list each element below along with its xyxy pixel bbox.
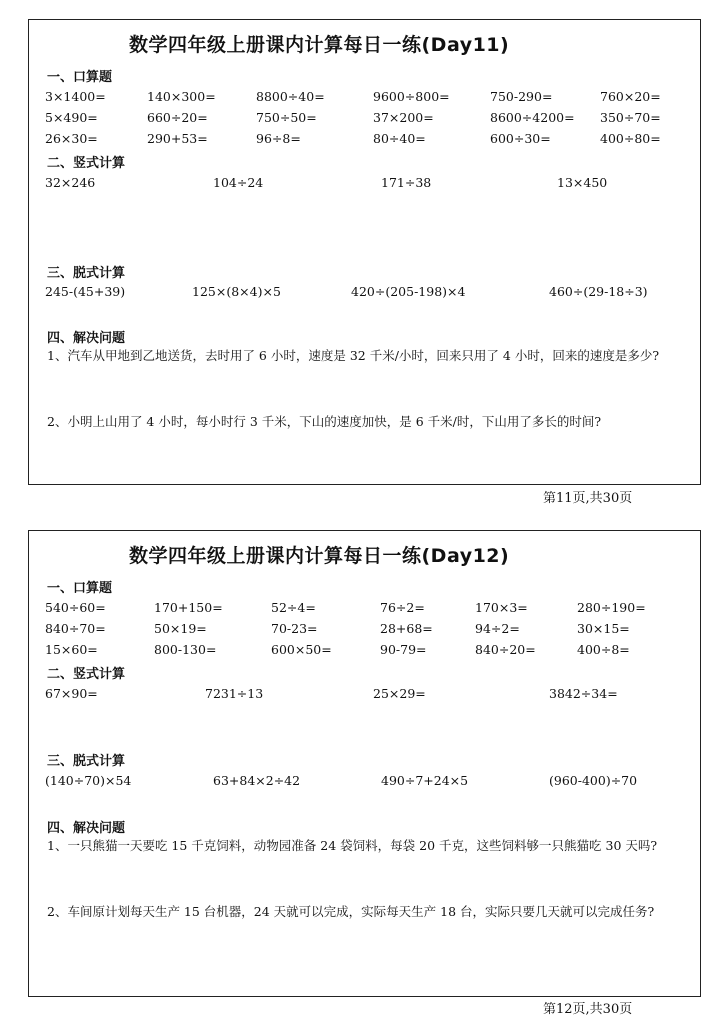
vertical-problem: 3842÷34= bbox=[549, 686, 618, 701]
oral-problem: 30×15= bbox=[577, 621, 630, 636]
oral-problem: 840÷20= bbox=[475, 642, 536, 657]
stepwise-problem: 125×(8×4)×5 bbox=[192, 284, 281, 299]
oral-problem: 140×300= bbox=[147, 89, 216, 104]
oral-problem: 50×19= bbox=[154, 621, 207, 636]
word-problem: 2、车间原计划每天生产 15 台机器，24 天就可以完成，实际每天生产 18 台，实际只要几天就可以完成任务? bbox=[47, 904, 655, 919]
section-stepwise-heading: 三、脱式计算 bbox=[47, 754, 126, 769]
worksheet-day11 bbox=[28, 19, 701, 485]
oral-problem: 660÷20= bbox=[147, 110, 208, 125]
oral-problem: 170×3= bbox=[475, 600, 528, 615]
oral-problem: 9600÷800= bbox=[373, 89, 450, 104]
section-vertical-heading: 二、竖式计算 bbox=[47, 156, 126, 171]
stepwise-problem: 245-(45+39) bbox=[45, 284, 126, 299]
word-problem: 2、小明上山用了 4 小时，每小时行 3 千米，下山的速度加快，是 6 千米/时，下山用了多长的时间? bbox=[47, 414, 602, 429]
oral-problem: 94÷2= bbox=[475, 621, 520, 636]
section-word-problems-heading: 四、解决问题 bbox=[47, 821, 126, 836]
oral-problem: 840÷70= bbox=[45, 621, 106, 636]
section-vertical-heading: 二、竖式计算 bbox=[47, 667, 126, 682]
worksheet-title: 数学四年级上册课内计算每日一练(Day12) bbox=[129, 545, 510, 567]
section-stepwise-heading: 三、脱式计算 bbox=[47, 266, 126, 281]
oral-problem: 37×200= bbox=[373, 110, 434, 125]
vertical-problem: 32×246 bbox=[45, 175, 96, 190]
oral-problem: 80÷40= bbox=[373, 131, 426, 146]
stepwise-problem: 490÷7+24×5 bbox=[381, 773, 469, 788]
word-problem: 1、汽车从甲地到乙地送货，去时用了 6 小时，速度是 32 千米/小时，回来只用了 4 小时，回来的速度是多少? bbox=[47, 348, 660, 363]
vertical-problem: 13×450 bbox=[557, 175, 608, 190]
vertical-problem: 67×90= bbox=[45, 686, 98, 701]
vertical-problem: 171÷38 bbox=[381, 175, 432, 190]
vertical-problem: 104÷24 bbox=[213, 175, 264, 190]
oral-problem: 5×490= bbox=[45, 110, 98, 125]
oral-problem: 540÷60= bbox=[45, 600, 106, 615]
oral-problem: 750÷50= bbox=[256, 110, 317, 125]
oral-problem: 15×60= bbox=[45, 642, 98, 657]
oral-problem: 8800÷40= bbox=[256, 89, 325, 104]
oral-problem: 3×1400= bbox=[45, 89, 106, 104]
oral-problem: 400÷8= bbox=[577, 642, 630, 657]
vertical-problem: 7231÷13 bbox=[205, 686, 264, 701]
stepwise-problem: (960-400)÷70 bbox=[549, 773, 638, 788]
page-footer: 第12页,共30页 bbox=[543, 1002, 633, 1017]
oral-problem: 96÷8= bbox=[256, 131, 301, 146]
stepwise-problem: 460÷(29-18÷3) bbox=[549, 284, 648, 299]
page-footer: 第11页,共30页 bbox=[543, 491, 633, 506]
oral-problem: 760×20= bbox=[600, 89, 661, 104]
oral-problem: 26×30= bbox=[45, 131, 98, 146]
oral-problem: 28+68= bbox=[380, 621, 433, 636]
oral-problem: 90-79= bbox=[380, 642, 427, 657]
section-oral-heading: 一、口算题 bbox=[47, 581, 113, 596]
oral-problem: 8600÷4200= bbox=[490, 110, 575, 125]
worksheet-title: 数学四年级上册课内计算每日一练(Day11) bbox=[129, 34, 510, 56]
section-word-problems-heading: 四、解决问题 bbox=[47, 331, 126, 346]
oral-problem: 750-290= bbox=[490, 89, 553, 104]
oral-problem: 76÷2= bbox=[380, 600, 425, 615]
worksheet-day12 bbox=[28, 530, 701, 997]
oral-problem: 170+150= bbox=[154, 600, 223, 615]
stepwise-problem: 420÷(205-198)×4 bbox=[351, 284, 466, 299]
word-problem: 1、一只熊猫一天要吃 15 千克饲料，动物园准备 24 袋饲料，每袋 20 千克，这些饲料够一只熊猫吃 30 天吗? bbox=[47, 838, 658, 853]
stepwise-problem: 63+84×2÷42 bbox=[213, 773, 301, 788]
oral-problem: 290+53= bbox=[147, 131, 208, 146]
oral-problem: 52÷4= bbox=[271, 600, 316, 615]
oral-problem: 600÷30= bbox=[490, 131, 551, 146]
oral-problem: 280÷190= bbox=[577, 600, 646, 615]
oral-problem: 400÷80= bbox=[600, 131, 661, 146]
oral-problem: 800-130= bbox=[154, 642, 217, 657]
vertical-problem: 25×29= bbox=[373, 686, 426, 701]
stepwise-problem: (140÷70)×54 bbox=[45, 773, 132, 788]
oral-problem: 70-23= bbox=[271, 621, 318, 636]
section-oral-heading: 一、口算题 bbox=[47, 70, 113, 85]
oral-problem: 600×50= bbox=[271, 642, 332, 657]
oral-problem: 350÷70= bbox=[600, 110, 661, 125]
